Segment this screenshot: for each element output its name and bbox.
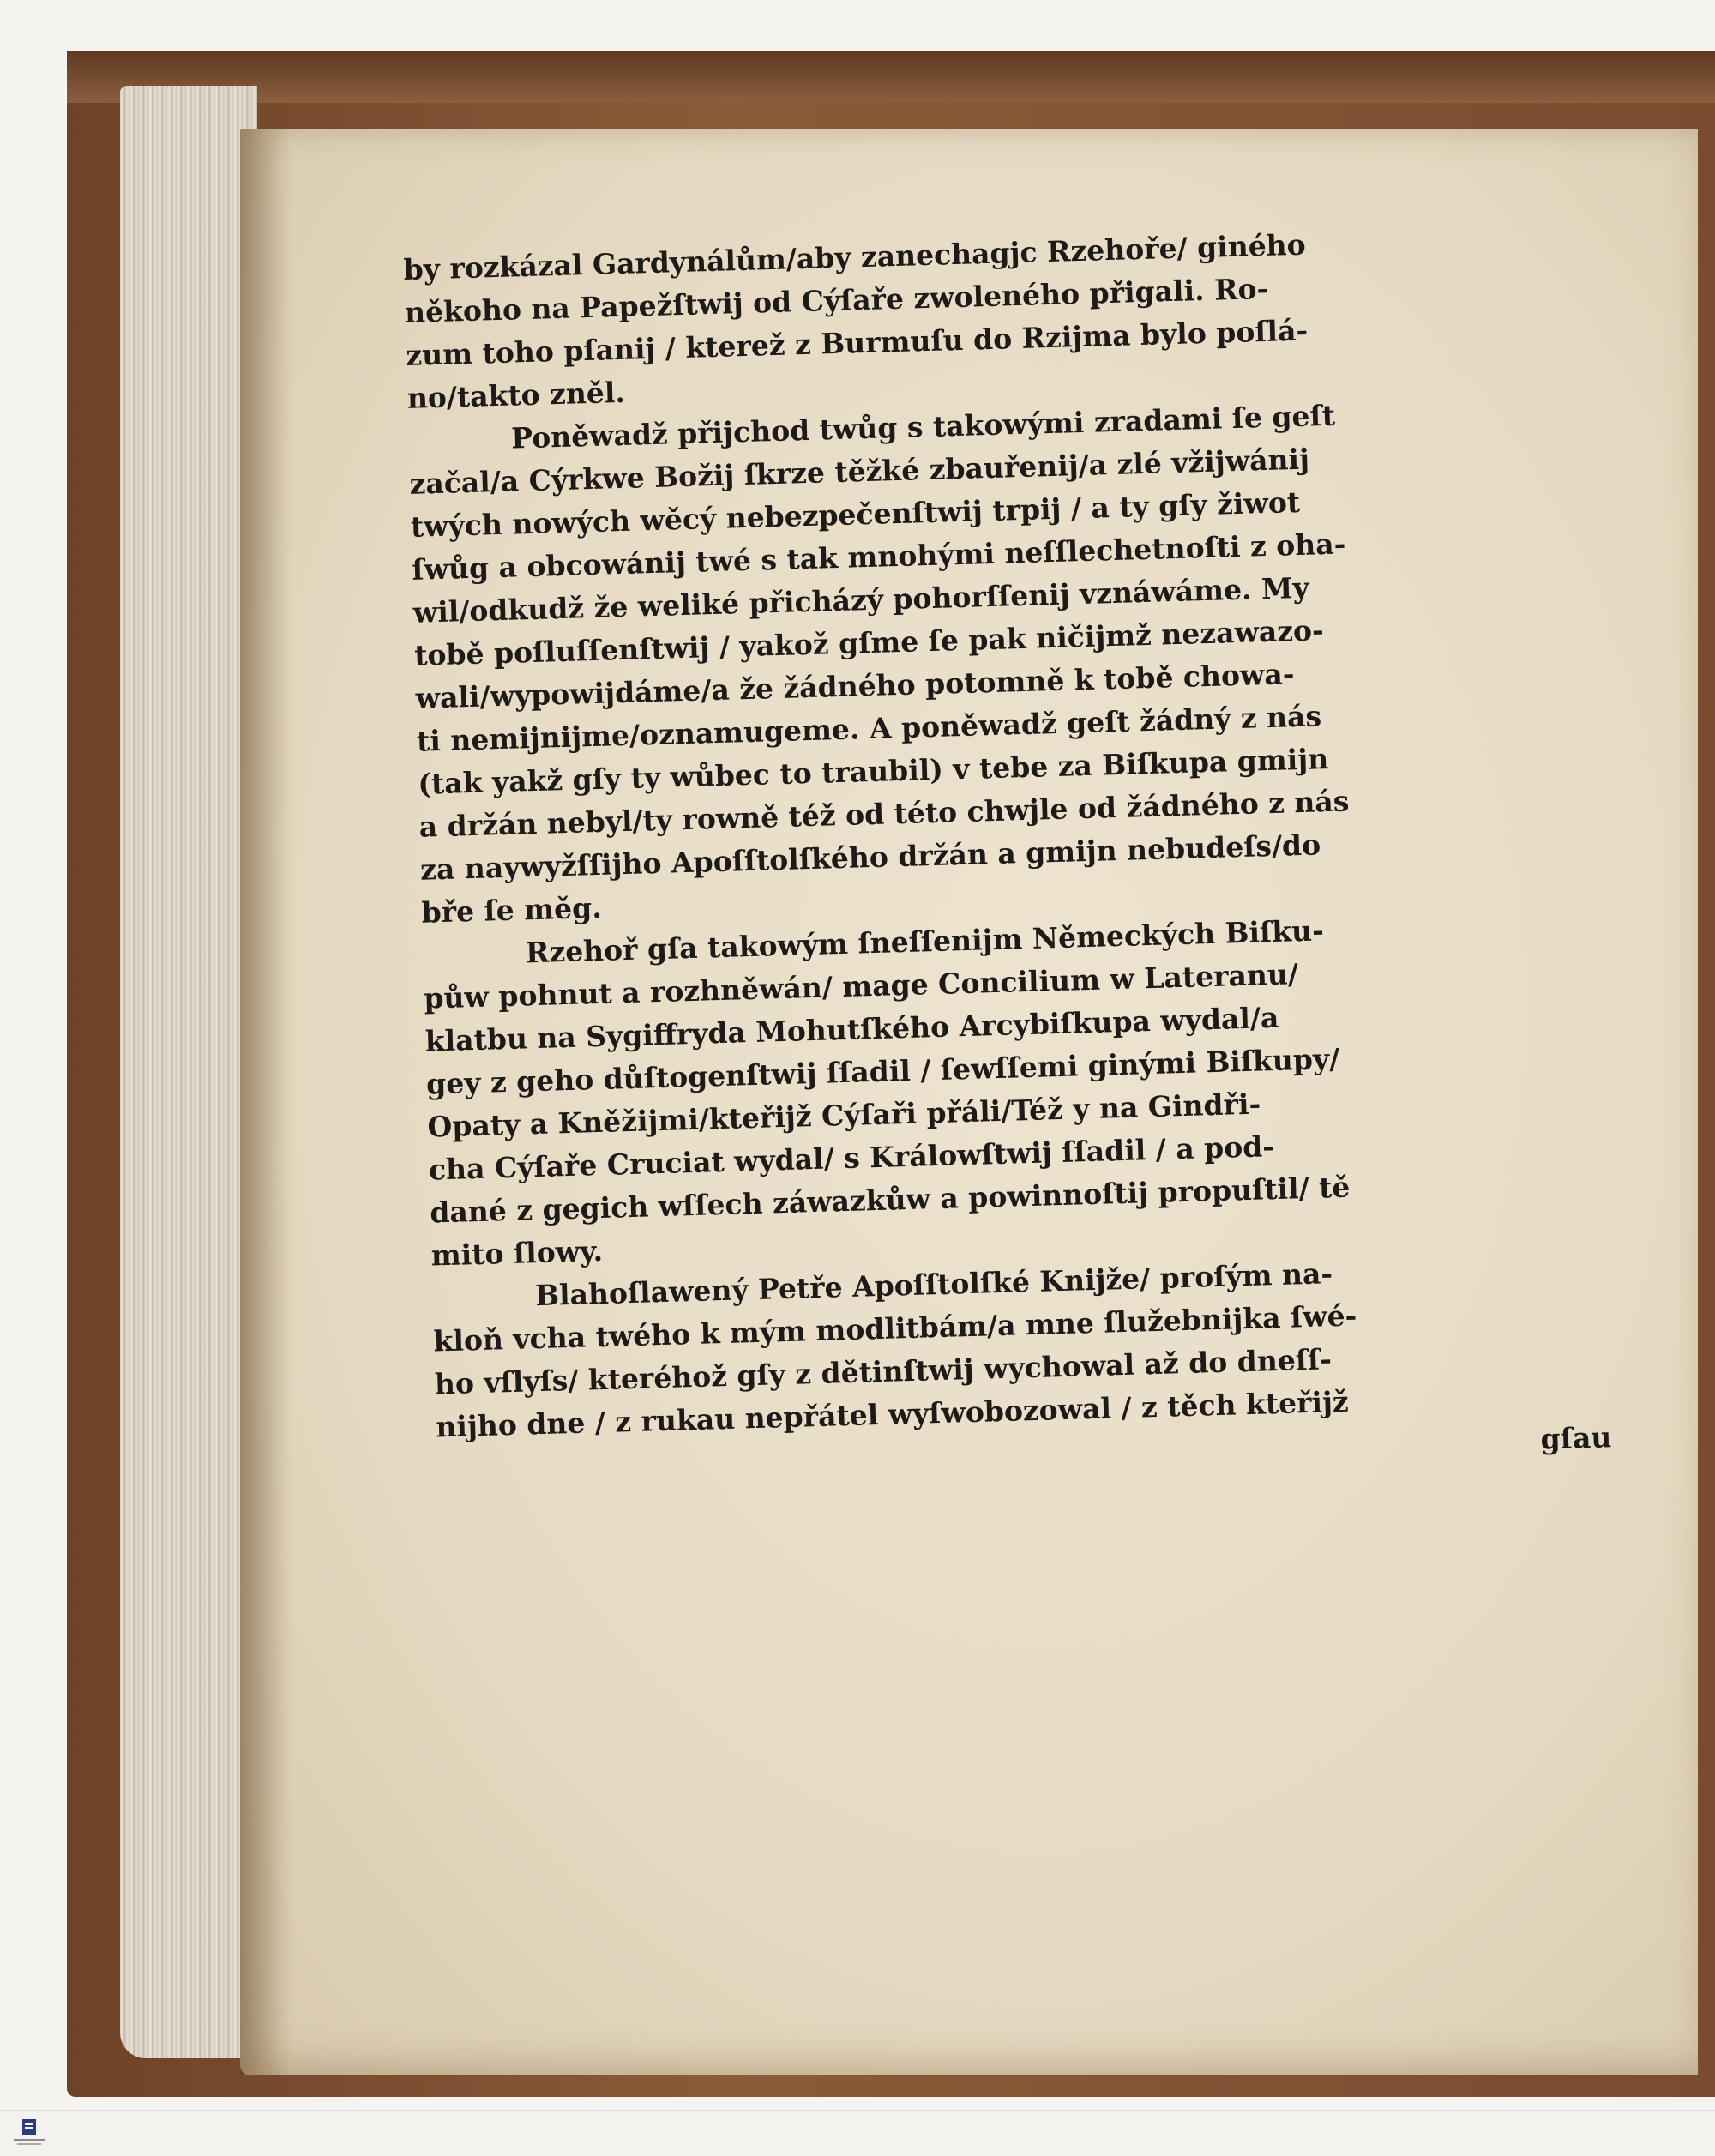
text-line: kloň vcha twého k mým modlitbám/a mne ſlužebnijka ſwé- [433,1298,1357,1358]
viewer-footer-bar [0,2110,1715,2156]
text-line: ti nemijnijme/oznamugeme. A poněwadž geſt žádný z nás [416,699,1322,758]
text-line: zum toho pſanij / kterež z Burmuſu do Rzijma bylo poſlá- [405,313,1309,372]
library-logo-icon [10,2117,48,2149]
text-line: půw pohnut a rozhněwán/ mage Concilium w Lateranu/ [423,957,1299,1015]
text-line: bře ſe měg. [421,890,603,930]
text-line: twých nowých wěcý nebezpečenſtwij trpij / a ty gſy žiwot [410,485,1301,544]
page-edges [120,86,257,2058]
text-line: ho vſlyſs/ kteréhož gſy z dětinſtwij wychowal až do dneſſ- [434,1342,1333,1401]
text-line: klatbu na Sygiffryda Mohutſkého Arcybiſkupa wydal/a [424,1000,1279,1058]
text-line: ſwůg a obcowánij twé s tak mnohými neſſlechetnoſti z oha- [411,527,1346,587]
text-line: a držán nebyl/ty rowně též od této chwjle od žádného z nás [418,784,1350,844]
text-line: za naywyžſſijho Apoſſtolſkého držán a gmijn nebudeſs/do [419,828,1321,887]
text-line: Opaty a Kněžijmi/kteřijž Cýſaři přáli/Též y na Gindři- [427,1087,1261,1144]
text-line: nijho dne / z rukau nepřátel wyſwobozowal / z těch kteřijž [435,1384,1350,1444]
text-line: začal/a Cýrkwe Božij ſkrze těžké zbauřenij/a zlé vžijwánij [409,442,1310,501]
paragraph-start-line: Poněwadž přijchod twůg s takowými zradami ſe geſt [510,398,1336,455]
text-line: mito ſlowy. [430,1233,604,1273]
text-line: tobě poſluſſenſtwij / yakož gſme ſe pak ničijmž nezawazo- [413,613,1325,672]
text-line: by rozkázal Gardynálům/aby zanechagjc Rzehoře/ giného [403,227,1307,286]
text-line: někoho na Papežſtwij od Cýſaře zwoleného přigali. Ro- [404,271,1269,329]
text-line: no/takto zněl. [406,375,626,415]
gutter-shadow [240,129,292,2075]
text-line: gey z geho důſtogenſtwij ſſadil / ſewſſemi ginými Biſkupy/ [425,1041,1340,1101]
text-line: dané z gegich wſſech záwazkůw a powinnoſtij propuſtil/ tě [429,1170,1351,1230]
text-line: wil/odkudž že weliké přicházý pohorſſenij vznáwáme. My [412,570,1310,629]
catchword: gſau [1540,1420,1612,1456]
text-line: wali/wypowijdáme/a že žádného potomně k tobě chowa- [415,657,1295,715]
paragraph-start-line: Blahoſlawený Petře Apoſſtolſké Knijže/ proſým na- [534,1256,1333,1313]
text-line: (tak yakž gſy ty wůbec to traubil) v tebe za Biſkupa gmijn [417,742,1329,801]
text-line: cha Cýſaře Cruciat wydal/ s Králowſtwij ſſadil / a pod- [428,1129,1275,1187]
page-text [403,215,1629,1491]
book-binding-top [67,51,1715,103]
paragraph-start-line: Rzehoř gſa takowým ſneſſenijm Německých Biſku- [525,913,1325,970]
